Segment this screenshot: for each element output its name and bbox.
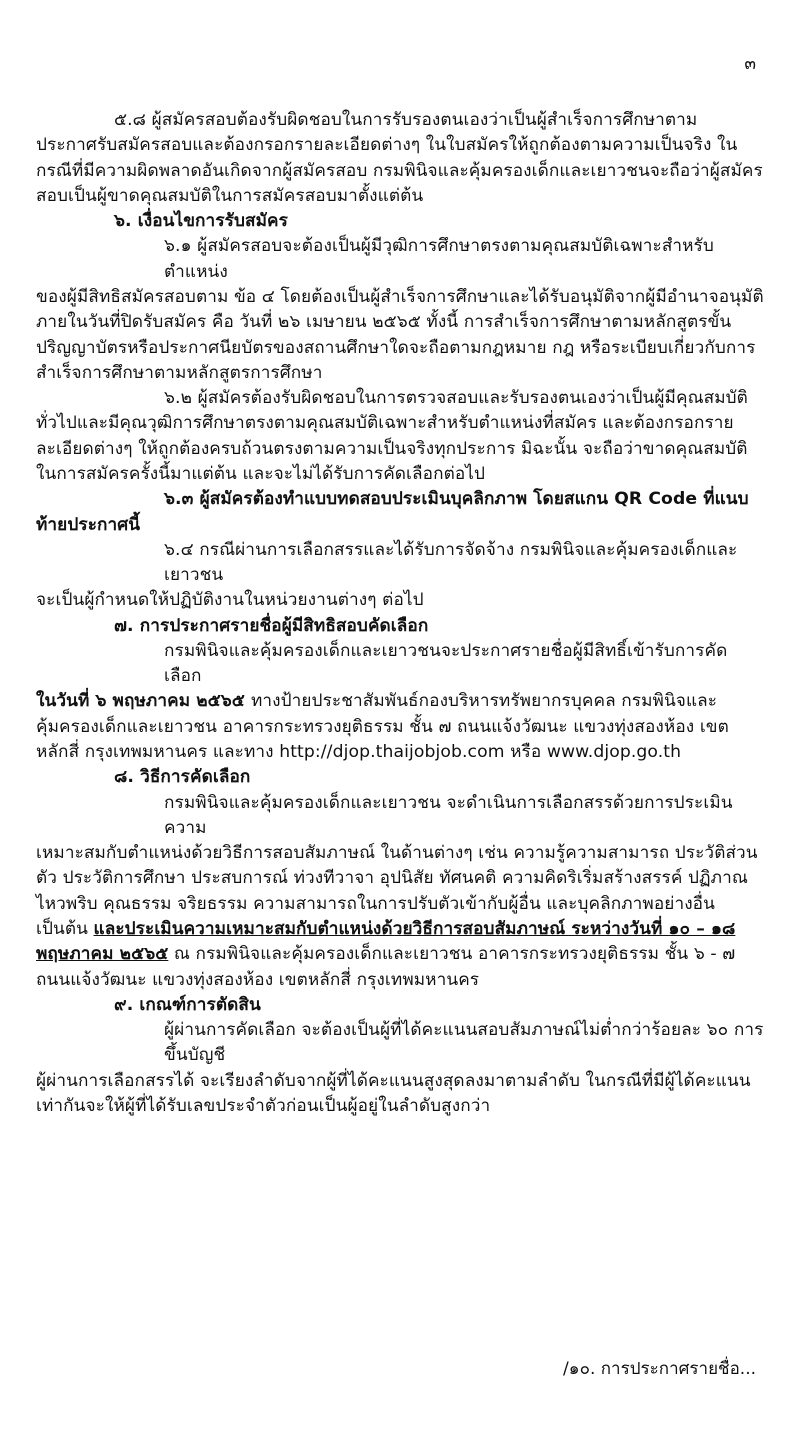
text-run: เหมาะสมกับตำแหน่งด้วยวิธีการสอบสัมภาษณ์ ในด้านต่างๆ เช่น ความรู้ความสามารถ ประวัติส่วนตัว ประวัติการศึกษา ประสบการณ์ ท่วงทีวาจา อุปนิสัย ทัศนคติ ความคิดริเริ่มสร้างสรรค์ ปฏิภาณ ไหวพริบ คุณธรรม จริยธรรม ความสามารถในการปรับตัวเข้ากับผู้อื่น และบุคลิกภาพอย่างอื่น เป็นต้น (36, 843, 758, 939)
body-paragraph: ประกาศรับสมัครสอบและต้องกรอกรายละเอียดต่างๆ ในใบสมัครให้ถูกต้องตามความเป็นจริง ในกรณีที่มีความผิดพลาดอันเกิดจากผู้สมัครสอบ กรมพินิจและคุ้มครองเด็กและเยาวชนจะถือว่าผู้สมัครสอบเป็นผู้ขาดคุณสมบัติในการสมัครสอบมาตั้งแต่ต้น (36, 135, 763, 206)
body-paragraph: ๖.๑ ผู้สมัครสอบจะต้องเป็นผู้มีวุฒิการศึกษาตรงตามคุณสมบัติเฉพาะสำหรับตำแหน่ง (164, 236, 714, 282)
section-heading: ๖. เงื่อนไขการรับสมัคร (114, 211, 288, 232)
text-run: ทางป้ายประชาสัมพันธ์กองบริหารทรัพยากรบุคคล กรมพินิจและคุ้มครองเด็กและเยาวชน อาคารกระทรวงยุติธรรม ชั้น ๗ ถนนแจ้งวัฒนะ แขวงทุ่งสองห้อง เขตหลักสี่ กรุงเทพมหานคร และทาง http://djop.thaijobjob.com หรือ www.djop.go.th (36, 691, 729, 763)
emphasis-underlined-text: และประเมินความเหมาะสมกับตำแหน่งด้วยวิธีการสอบสัมภาษณ์ ระหว่างวันที่ ๑๐ – ๑๘ พฤษภาคม ๒๕๖๕ (36, 919, 736, 965)
section-heading: ๖.๓ ผู้สมัครต้องทำแบบทดสอบประเมินบุคลิกภาพ โดยสแกน QR Code ที่แนบ (164, 489, 749, 510)
document-body (36, 108, 764, 1119)
body-paragraph: จะเป็นผู้กำหนดให้ปฏิบัติงานในหน่วยงานต่างๆ ต่อไป (36, 590, 424, 611)
body-paragraph: ๕.๘ ผู้สมัครสอบต้องรับผิดชอบในการรับรองตนเองว่าเป็นผู้สำเร็จการศึกษาตาม (114, 110, 698, 130)
body-paragraph (36, 841, 764, 993)
body-paragraph: ๖.๒ ผู้สมัครต้องรับผิดชอบในการตรวจสอบและรับรองตนเองว่าเป็นผู้มีคุณสมบัติ (164, 388, 748, 409)
section-heading: ๗. การประกาศรายชื่อผู้มีสิทธิสอบคัดเลือก (114, 615, 429, 636)
body-paragraph: ๖.๔ กรณีผ่านการเลือกสรรและได้รับการจัดจ้าง กรมพินิจและคุ้มครองเด็กและเยาวชน (164, 539, 738, 586)
body-paragraph: ทั่วไปและมีคุณวุฒิการศึกษาตรงตามคุณสมบัติเฉพาะสำหรับตำแหน่งที่สมัคร และต้องกรอกรายละเอียดต่างๆ ให้ถูกต้องครบถ้วนตรงตามความเป็นจริงทุกประการ มิฉะนั้น จะถือว่าขาดคุณสมบัติในการสมัครครั้งนี้มาแต่ต้น และจะไม่ได้รับการคัดเลือกต่อไป (36, 413, 748, 484)
body-paragraph (36, 689, 764, 765)
text-run: ณ กรมพินิจและคุ้มครองเด็กและเยาวชน อาคารกระทรวงยุติธรรม ชั้น ๖ - ๗ ถนนแจ้งวัฒนะ แขวงทุ่งสองห้อง เขตหลักสี่ กรุงเทพมหานคร (36, 944, 736, 990)
section-heading: ๘. วิธีการคัดเลือก (114, 767, 251, 788)
body-paragraph: ผู้ผ่านการเลือกสรรได้ จะเรียงลำดับจากผู้ที่ได้คะแนนสูงสุดลงมาตามลำดับ ในกรณีที่มีผู้ได้คะแนนเท่ากันจะให้ผู้ที่ได้รับเลขประจำตัวก่อนเป็นผู้อยู่ในลำดับสูงกว่า (36, 1070, 751, 1116)
body-paragraph: กรมพินิจและคุ้มครองเด็กและเยาวชน จะดำเนินการเลือกสรรด้วยการประเมินความ (164, 792, 733, 838)
footer-continuation-note: /๑๐. การประกาศรายชื่อ... (563, 1359, 756, 1379)
body-paragraph: กรมพินิจและคุ้มครองเด็กและเยาวชนจะประกาศรายชื่อผู้มีสิทธิ์เข้ารับการคัดเลือก (164, 640, 728, 687)
body-paragraph: ของผู้มีสิทธิสมัครสอบตาม ข้อ ๔ โดยต้องเป็นผู้สำเร็จการศึกษาและได้รับอนุมัติจากผู้มีอำนาจอนุมัติภายในวันที่ปิดรับสมัคร คือ วันที่ ๒๖ เมษายน ๒๕๖๕ ทั้งนี้ การสำเร็จการศึกษาตามหลักสูตรขั้นปริญญาบัตรหรือประกาศนียบัตรของสถานศึกษาใดจะถือตามกฎหมาย กฎ หรือระเบียบเกี่ยวกับการสำเร็จการศึกษาตามหลักสูตรการศึกษา (36, 286, 764, 383)
body-paragraph: ผู้ผ่านการคัดเลือก จะต้องเป็นผู้ที่ได้คะแนนสอบสัมภาษณ์ไม่ต่ำกว่าร้อยละ ๖๐ การขึ้นบัญชี (164, 1020, 764, 1066)
section-heading: ๙. เกณฑ์การตัดสิน (114, 994, 261, 1015)
page-number: ๓ (744, 54, 756, 74)
emphasis-text: ในวันที่ ๖ พฤษภาคม ๒๕๖๕ (36, 691, 251, 712)
section-heading: ท้ายประกาศนี้ (36, 514, 141, 535)
